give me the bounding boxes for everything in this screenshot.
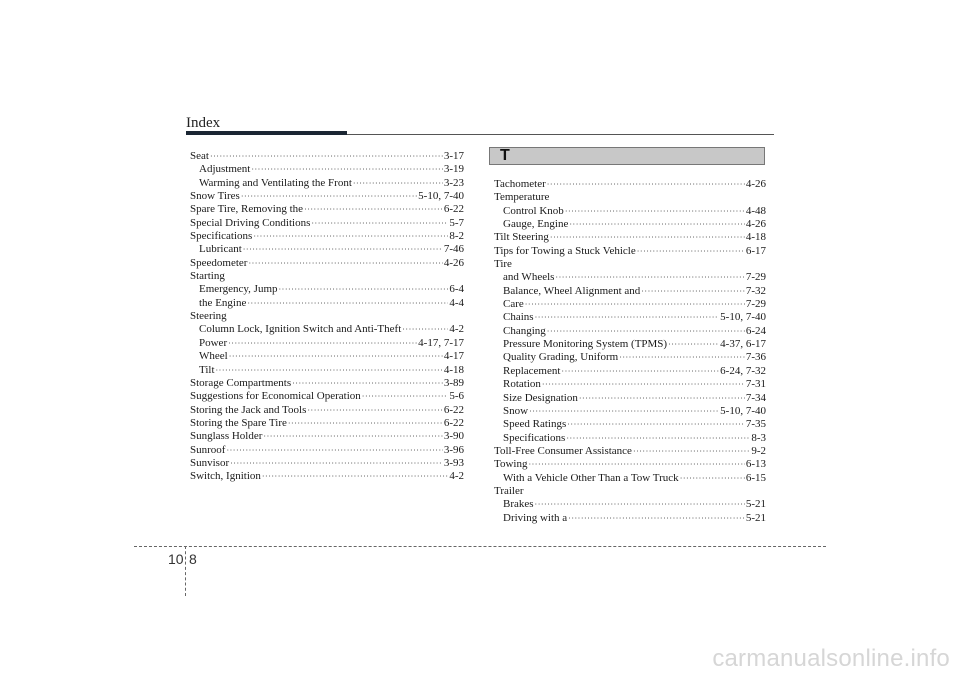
index-entry [494, 445, 766, 458]
entry-page-ref: 4-26 [443, 256, 464, 269]
index-entry [190, 470, 464, 483]
entry-page-ref: 3-17 [443, 150, 464, 162]
index-entry: Trailer [494, 484, 524, 497]
index-entry [494, 205, 766, 218]
entry-term: Warming and Ventilating the Front [199, 176, 352, 189]
header-accent-bar [186, 131, 347, 135]
index-entry [494, 458, 766, 471]
index-entry [494, 472, 766, 485]
entry-page-ref: 4-26 [745, 218, 766, 231]
index-entry [190, 350, 464, 363]
entry-term: Wheel [199, 350, 228, 363]
index-entry: Tire [494, 258, 512, 271]
index-entry [494, 298, 766, 311]
dot-leader [402, 323, 448, 336]
entry-term: Seat [190, 150, 209, 162]
dot-leader [561, 365, 719, 378]
dot-leader [253, 230, 448, 243]
index-entry [494, 231, 766, 244]
dot-leader [292, 377, 443, 390]
section-letter: T [500, 147, 510, 164]
entry-term: Suggestions for Economical Operation [190, 390, 361, 403]
entry-page-ref: 7-29 [745, 298, 766, 311]
entry-term: Toll-Free Consumer Assistance [494, 444, 632, 457]
index-entry [190, 190, 464, 203]
entry-page-ref: 4-2 [449, 323, 464, 336]
entry-page-ref: 5-7 [449, 216, 464, 229]
entry-page-ref: 6-22 [443, 203, 464, 216]
entry-page-ref: 3-96 [443, 443, 464, 456]
entry-page-ref: 6-17 [745, 244, 766, 257]
entry-page-ref: 7-32 [745, 284, 766, 297]
index-entry [494, 365, 766, 378]
index-entry [190, 150, 464, 163]
entry-page-ref: 5-6 [449, 390, 464, 403]
dot-leader [637, 245, 745, 258]
index-entry [190, 404, 464, 417]
index-entry [190, 417, 464, 430]
entry-term: Gauge, Engine [503, 218, 569, 231]
entry-term: Sunglass Holder [190, 430, 263, 443]
dot-leader [579, 392, 745, 405]
entry-term: Snow [503, 404, 529, 417]
entry-term: Size Designation [503, 391, 578, 404]
index-entry [494, 405, 766, 418]
entry-term: Storing the Spare Tire [190, 416, 287, 429]
entry-term: Changing [503, 324, 546, 337]
dot-leader [362, 390, 449, 403]
entry-page-ref: 4-18 [443, 363, 464, 376]
entry-term: Towing [494, 458, 528, 471]
entry-page-ref: 6-22 [443, 416, 464, 429]
entry-page-ref: 7-36 [745, 351, 766, 364]
dot-leader [542, 378, 745, 391]
entry-page-ref: 4-37, 6-17 [720, 338, 766, 351]
entry-page-ref: 4-4 [449, 296, 464, 309]
dot-leader [263, 430, 442, 443]
page-number: 8 [189, 551, 197, 567]
dot-leader [567, 418, 745, 431]
dot-leader [529, 405, 719, 418]
index-entry [190, 217, 464, 230]
entry-term: Quality Grading, Uniform [503, 351, 619, 364]
index-entry [190, 230, 464, 243]
dot-leader [262, 470, 448, 483]
entry-page-ref: 7-46 [443, 243, 464, 256]
index-entry [494, 325, 766, 338]
entry-term: Snow Tires [190, 190, 240, 203]
entry-term: Spare Tire, Removing the [190, 203, 304, 216]
dot-leader [307, 404, 442, 417]
entry-term: Pressure Monitoring System (TPMS) [503, 338, 668, 351]
dot-leader [288, 417, 443, 430]
entry-term: Balance, Wheel Alignment and [503, 284, 641, 297]
entry-page-ref: 6-24 [745, 324, 766, 337]
entry-term: Power [199, 336, 228, 349]
dot-leader [311, 217, 448, 230]
index-entry [494, 418, 766, 431]
entry-page-ref: 3-90 [443, 430, 464, 443]
entry-page-ref: 9-2 [751, 444, 766, 457]
dot-leader [243, 243, 443, 256]
entry-term: Rotation [503, 378, 541, 391]
entry-term: Column Lock, Ignition Switch and Anti-Theft [199, 323, 402, 336]
dot-leader [619, 351, 745, 364]
entry-page-ref: 5-10, 7-40 [720, 311, 766, 324]
dot-leader [304, 203, 443, 216]
entry-term: Brakes [503, 498, 534, 511]
entry-page-ref: 3-89 [443, 376, 464, 389]
dot-leader [550, 231, 745, 244]
entry-page-ref: 8-2 [449, 230, 464, 243]
entry-page-ref: 7-34 [745, 391, 766, 404]
dot-leader [279, 283, 449, 296]
entry-term: Control Knob [503, 204, 564, 217]
entry-page-ref: 3-19 [443, 163, 464, 176]
dot-leader [228, 337, 417, 350]
entry-page-ref: 5-21 [745, 498, 766, 511]
dot-leader [680, 472, 745, 485]
index-entry [190, 457, 464, 470]
index-column-right [494, 178, 766, 525]
index-entry [494, 285, 766, 298]
entry-term: Sunroof [190, 443, 226, 456]
dot-leader [633, 445, 750, 458]
index-entry [494, 311, 766, 324]
footer-rule [134, 546, 826, 547]
index-entry [190, 430, 464, 443]
entry-term: Adjustment [199, 163, 251, 176]
index-entry [190, 377, 464, 390]
dot-leader [547, 178, 745, 191]
entry-page-ref: 6-15 [745, 471, 766, 484]
index-entry: Steering [190, 310, 227, 323]
index-entry [190, 444, 464, 457]
footer-divider [185, 546, 186, 596]
dot-leader [569, 218, 744, 231]
dot-leader [229, 350, 443, 363]
entry-page-ref: 6-4 [449, 283, 464, 296]
entry-term: Tilt Steering [494, 231, 549, 244]
entry-term: Lubricant [199, 243, 242, 256]
entry-term: and Wheels [503, 271, 555, 284]
dot-leader [535, 498, 745, 511]
dot-leader [230, 457, 443, 470]
entry-page-ref: 3-23 [443, 176, 464, 189]
index-entry [494, 271, 766, 284]
index-entry [494, 512, 766, 525]
dot-leader [668, 338, 719, 351]
entry-page-ref: 4-48 [745, 204, 766, 217]
dot-leader [247, 297, 448, 310]
dot-leader [353, 177, 443, 190]
entry-term: Storage Compartments [190, 376, 292, 389]
index-entry [190, 283, 464, 296]
index-entry [494, 392, 766, 405]
index-entry [190, 203, 464, 216]
index-entry [494, 498, 766, 511]
index-entry: Temperature [494, 191, 550, 204]
dot-leader [251, 163, 442, 176]
index-entry [190, 163, 464, 176]
chapter-number: 10 [168, 551, 184, 567]
entry-term: Emergency, Jump [199, 283, 278, 296]
index-entry [494, 432, 766, 445]
index-entry [190, 243, 464, 256]
entry-page-ref: 4-26 [745, 178, 766, 190]
index-entry [190, 177, 464, 190]
entry-term: Replacement [503, 364, 561, 377]
entry-term: Speed Ratings [503, 418, 567, 431]
page-title: Index [186, 115, 221, 131]
index-entry [494, 338, 766, 351]
dot-leader [248, 257, 442, 270]
entry-page-ref: 4-17 [443, 350, 464, 363]
entry-term: Storing the Jack and Tools [190, 403, 307, 416]
entry-term: Tilt [199, 363, 215, 376]
index-entry [190, 297, 464, 310]
dot-leader [641, 285, 745, 298]
index-column-left [190, 150, 464, 484]
dot-leader [241, 190, 417, 203]
entry-page-ref: 3-93 [443, 456, 464, 469]
dot-leader [547, 325, 745, 338]
entry-term: Special Driving Conditions [190, 216, 311, 229]
entry-page-ref: 5-21 [745, 511, 766, 524]
dot-leader [535, 311, 720, 324]
entry-term: Specifications [190, 230, 253, 243]
entry-page-ref: 4-18 [745, 231, 766, 244]
dot-leader [565, 205, 745, 218]
entry-term: With a Vehicle Other Than a Tow Truck [503, 471, 679, 484]
entry-term: Tachometer [494, 178, 546, 190]
entry-term: Chains [503, 311, 534, 324]
entry-page-ref: 6-24, 7-32 [720, 364, 766, 377]
dot-leader [216, 364, 443, 377]
entry-term: Sunvisor [190, 456, 230, 469]
entry-term: Care [503, 298, 524, 311]
entry-term: Specifications [503, 431, 566, 444]
section-header-t [489, 147, 765, 165]
entry-page-ref: 8-3 [751, 431, 766, 444]
dot-leader [226, 444, 442, 457]
entry-page-ref: 5-10, 7-40 [720, 404, 766, 417]
index-entry [190, 337, 464, 350]
dot-leader [528, 458, 744, 471]
entry-page-ref: 6-22 [443, 403, 464, 416]
index-entry [190, 323, 464, 336]
dot-leader [566, 432, 750, 445]
index-entry [190, 257, 464, 270]
dot-leader [210, 150, 443, 163]
index-entry [494, 218, 766, 231]
dot-leader [568, 512, 745, 525]
index-entry [494, 378, 766, 391]
entry-term: the Engine [199, 296, 247, 309]
entry-page-ref: 6-13 [745, 458, 766, 471]
entry-page-ref: 5-10, 7-40 [418, 190, 464, 203]
index-entry: Starting [190, 270, 225, 283]
dot-leader [555, 271, 744, 284]
index-entry [494, 178, 766, 191]
index-entry [190, 390, 464, 403]
entry-term: Speedometer [190, 256, 248, 269]
entry-page-ref: 7-31 [745, 378, 766, 391]
index-entry [494, 351, 766, 364]
entry-term: Switch, Ignition [190, 470, 261, 483]
entry-term: Driving with a [503, 511, 568, 524]
entry-page-ref: 7-35 [745, 418, 766, 431]
entry-page-ref: 7-29 [745, 271, 766, 284]
entry-term: Tips for Towing a Stuck Vehicle [494, 244, 636, 257]
index-entry [494, 245, 766, 258]
dot-leader [525, 298, 745, 311]
entry-page-ref: 4-2 [449, 470, 464, 483]
entry-page-ref: 4-17, 7-17 [418, 336, 464, 349]
index-entry [190, 364, 464, 377]
watermark: carmanualsonline.info [712, 645, 950, 672]
